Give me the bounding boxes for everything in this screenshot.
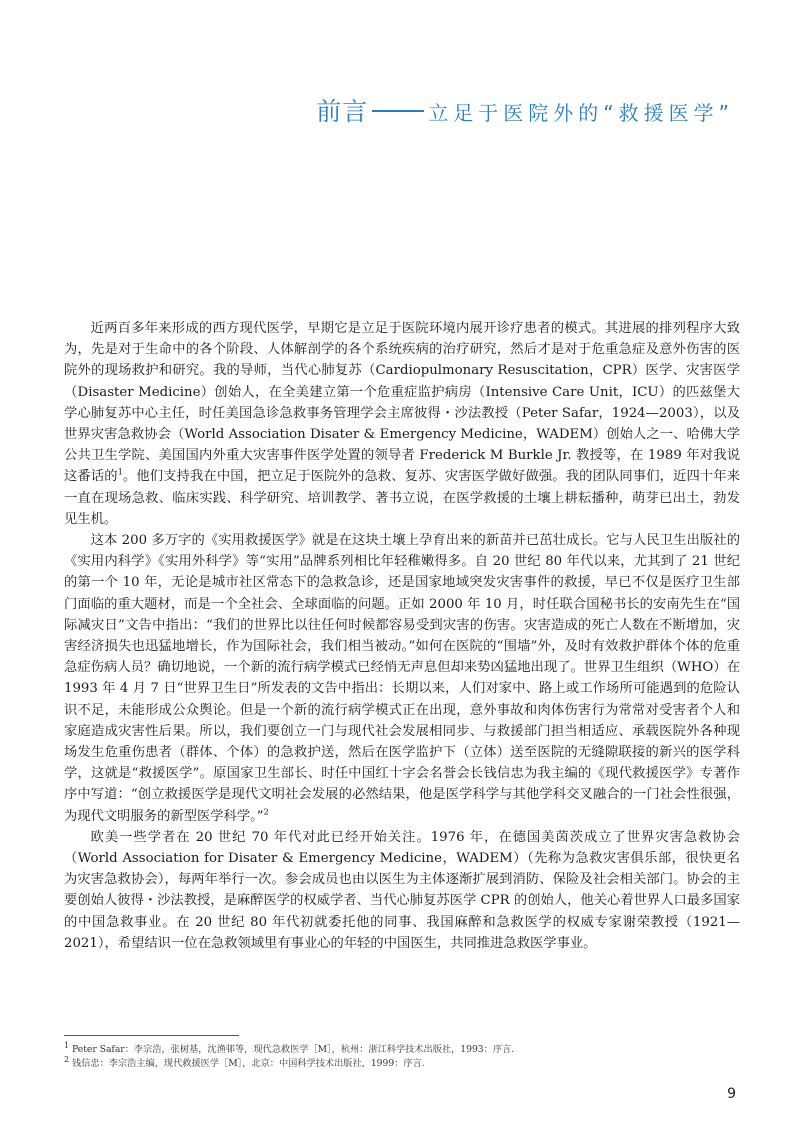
footnote-1: [64, 1040, 740, 1057]
paragraph-2-text: 这本 200 多万字的《实用救援医学》就是在这块土壤上孕育出来的新苗并已茁壮成长。它与人民卫生出版社的《实用内科学》《实用外科学》等“实用”品牌系列相比年轻稚嫩得多。自 20 世纪 80 年代以来，尤其到了 21 世纪的第一个 10 年，无论是城市社区常态下的急救急诊，还是国家地域突发灾害事件的救援，早已不仅是医疗卫生部门面临的重大题材，而是一个全社会、全球面临的问题。正如 2000 年 10 月，时任联合国秘书长的安南先生在“国际减灾日”文告中指出：“我们的世界比以往任何时候都容易受到灾害的伤害。灾害造成的死亡人数在不断增加，灾害经济损失也迅猛地增长，作为国际社会，我们相当被动。”如何在医院的“围墙”外，及时有效救护群体个体的危重急症伤病人员？确切地说，一个新的流行病学模式已经悄无声息但却来势凶猛地出现了。世界卫生组织（WHO）在 1993 年 4 月 7 日“世界卫生日”所发表的文告中指出：长期以来，人们对家中、路上或工作场所可能遇到的危险认识不足，未能形成公众舆论。但是一个新的流行病学模式正在出现，意外事故和肉体伤害行为常常对受害者个人和家庭造成灾害性后果。所以，我们要创立一门与现代社会发展相同步、与救援部门担当相适应、承载医院外各种现场发生危重伤患者（群体、个体）的急救护送，然后在医学监护下（立体）送至医院的无缝隙联接的新兴的医学科学，这就是“救援医学”。原国家卫生部长、时任中国红十字会名誉会长钱信忠为我主编的《现代救援医学》专著作序中写道：“创立救援医学是现代文明社会发展的必然结果，他是医学科学与其他学科交叉融合的一门社会性很强，为现代文明服务的新型医学科学。”: [64, 533, 740, 824]
footnote-2-text: 钱信忠：李宗浩主编，现代救援医学［M］，北京：中国科学技术出版社，1999：序言.: [72, 1058, 425, 1069]
paragraph-1: [64, 318, 740, 530]
footnote-ref-2: 2: [263, 807, 269, 817]
chapter-title-subtitle: 立足于医院外的“救援医学”: [428, 101, 734, 125]
paragraph-1-text: 近两百多年来形成的西方现代医学，早期它是立足于医院环境内展开诊疗患者的模式。其进展的排列程序大致为，先是对于生命中的各个阶段、人体解剖学的各个系统疾病的治疗研究，然后才是对于危重急症及意外伤害的医院外的现场救护和研究。我的导师，当代心肺复苏（Cardiopulmonary Resuscitation，CPR）医学、灾害医学（Disaster Medicine）创始人，在全美建立第一个危重症监护病房（Intensive Care Unit，ICU）的匹兹堡大学心肺复苏中心主任，时任美国急诊急救事务管理学会主席彼得・沙法教授（Peter Safar，1924—2003），以及世界灾害急救协会（World Association Disater & Emergency Medicine，WADEM）创始人之一、哈佛大学公共卫生学院、美国国内外重大灾害事件医学处置的领导者 Frederick M Burkle Jr. 教授等，在 1989 年对我说这番话的: [64, 321, 740, 485]
footnote-1-text: Peter Safar：李宗浩，张树基，沈渔邨等，现代急救医学［M］，杭州：浙江科学技术出版社，1993：序言.: [72, 1044, 515, 1055]
paragraph-3-text: 欧美一些学者在 20 世纪 70 年代对此已经开始关注。1976 年，在德国美茵茨成立了世界灾害急救协会（World Association for Disater & Emergency Medicine，WADEM）（先称为急救灾害俱乐部，很快更名为灾害急救协会），每两年举行一次。参会成员也由以医生为主体逐渐扩展到消防、保险及社会相关部门。协会的主要创始人彼得・沙法教授，是麻醉医学的权威学者、当代心肺复苏医学 CPR 的创始人，他关心着世界人口最多国家的中国急救事业。在 20 世纪 80 年代初就委托他的同事、我国麻醉和急救医学的权威专家谢荣教授（1921—2021），希望结识一位在急救领域里有事业心的年轻的中国医生，共同推进急救医学事业。: [64, 829, 740, 951]
footnote-2-mark: 2: [64, 1054, 70, 1064]
paragraph-3: [64, 827, 740, 954]
page-number: 9: [727, 1086, 736, 1102]
footnote-2: [64, 1054, 740, 1071]
paragraph-2: [64, 530, 740, 827]
body-text: [64, 318, 740, 954]
footnote-ref-1: 1: [117, 468, 123, 477]
footnotes: [64, 1040, 740, 1071]
paragraph-1-tail: 。他们支持我在中国，把立足于医院外的急救、复苏、灾害医学做好做强。我的团队同事们，近四十年来一直在现场急救、临床实践、科学研究、培训教学、著书立说，在医学救援的土壤上耕耘播种，萌芽已出土，勃发见生机。: [64, 469, 741, 527]
chapter-title: [316, 92, 734, 128]
title-dash-divider: [372, 110, 424, 112]
chapter-title-main: 前言: [316, 97, 369, 126]
footnote-divider: [64, 1035, 239, 1036]
footnote-1-mark: 1: [64, 1040, 70, 1050]
